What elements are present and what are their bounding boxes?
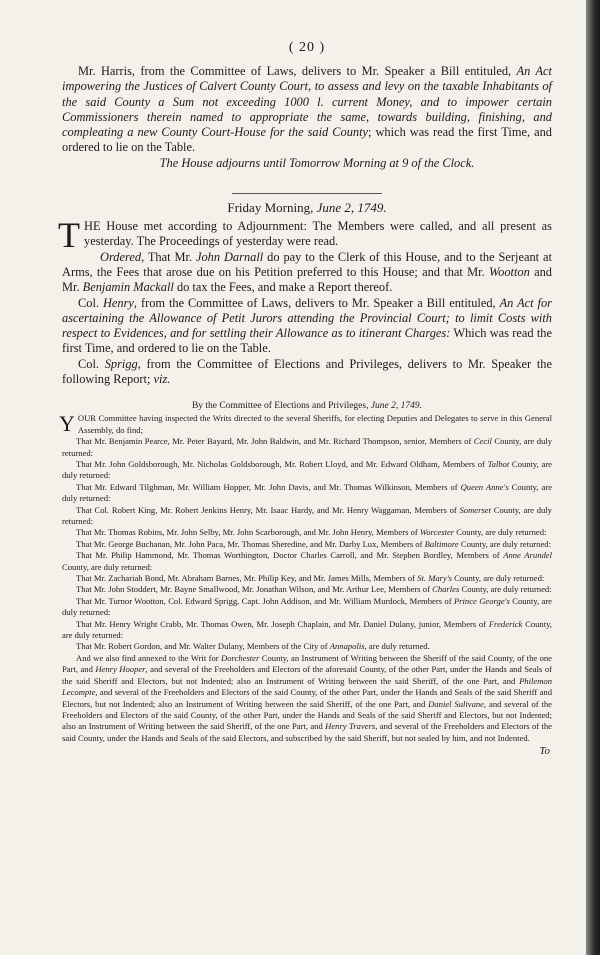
person-name: Henry [102, 295, 134, 310]
county-name: Anne Arundel [503, 550, 552, 561]
county-name: Prince George's [453, 595, 510, 606]
city-name: Annapolis [329, 641, 365, 652]
county-name: Charles [432, 584, 460, 595]
return-tail: County, are duly returned: [62, 481, 553, 504]
member-names: That Mr. Zachariah Bond, Mr. Abraham Barnes, Mr. Philip Key, and Mr. James Mills, Members of [76, 573, 418, 584]
county-return [62, 584, 552, 595]
report-heading [62, 401, 552, 411]
report-heading-date: June 2, 1749. [370, 401, 423, 412]
member-names: That Mr. Philip Hammond, Mr. Thomas Worthington, Doctor Charles Carroll, and Mr. Stephen Bordley, Members of [76, 550, 504, 561]
report-drop-cap: Y [59, 411, 75, 437]
report-heading-prefix: By the Committee of Elections and Privileges, [191, 401, 371, 412]
text: , and several of the Freeholders and Electors of the said County, under the Hands and Seals of the said Electors, and subscribed by the said Sheriff, but not sealed by him, and not Indented. [62, 721, 552, 743]
text: , and several of the Freeholders and Electors of the said County, of the other Part, under the Hands and Seals of the said Sheriff and Electors, but not Indented; also an Instrument of Writing between the said Sheriff, of the one Part, and [62, 687, 552, 709]
dateline-date: June 2, 1749. [316, 200, 387, 216]
county-return [62, 539, 552, 550]
text: do tax the Fees, and make a Report thereof. [173, 280, 393, 295]
text: That Mr. Robert Gordon, and Mr. Walter Dulany, Members of the City of [76, 641, 330, 652]
county-name: Cecil [473, 436, 492, 447]
county-return [62, 459, 552, 482]
county-name: Talbot [487, 458, 510, 469]
return-tail: County, are duly returned: [62, 618, 552, 641]
person-name: Wootton [488, 264, 530, 279]
return-tail: County, are duly returned: [62, 595, 552, 618]
county-return [62, 573, 552, 584]
opening-paragraph [58, 215, 552, 256]
text: ; which was read the first Time, and ordered to lie on the Table. [62, 125, 552, 155]
return-tail: County, are duly returned: [454, 527, 547, 538]
page-edge-shadow [586, 0, 600, 955]
bill-title: An Act impowering the Justices of Calvert County Court, to assess and levy on the taxable Inhabitants of the said County a Sum not exceeding 1000 l. current Money, and to impower certain Commissioners therein named to appropriate the same, towards building, finishing, and compleating a new County Court-House for the said County [62, 64, 552, 140]
text: , are duly returned. [364, 641, 430, 652]
dateline-prefix: Friday Morning, [227, 200, 317, 216]
return-tail: County, are duly returned: [62, 458, 553, 481]
person-name: Daniel Sulivane [428, 698, 484, 709]
text: , from the Committee of Elections and Privileges, delivers to Mr. Speaker the following Report; [62, 356, 552, 387]
county-return [62, 596, 552, 619]
page-number: ( 20 ) [288, 40, 326, 55]
sprigg-report-paragraph [62, 357, 552, 388]
person-name: Sprigg [104, 356, 138, 371]
bill-title: An Act for ascertaining the Allowance of Petit Jurors attending the Provincial Court; to limit Costs with respect to Evidences, and for settling their Allowance as to itinerant Charges: [62, 295, 552, 341]
viz: viz. [153, 372, 171, 387]
drop-cap: T [58, 215, 80, 256]
county-name: Somerset [459, 504, 492, 515]
session-dateline [62, 200, 552, 216]
dorchester-finding [62, 653, 552, 744]
member-names: That Mr. John Stoddert, Mr. Bayne Smallwood, Mr. Jonathan Wilson, and Mr. Arthur Lee, Members of [76, 584, 433, 595]
member-names: That Mr. Thomas Robins, Mr. John Selby, Mr. John Scarborough, and Mr. John Henry, Members of [76, 527, 420, 538]
opening-text: HE House met according to Adjournment: The Members were called, and all present as yesterday. The Proceedings of yesterday were read. [84, 219, 552, 249]
person-name: John Darnall [195, 249, 264, 264]
catchword: To [539, 745, 550, 758]
member-names: That Mr. John Goldsborough, Mr. Nicholas Goldsborough, Mr. Robert Lloyd, and Mr. Edward Oldham, Members of [76, 458, 488, 469]
county-return [62, 550, 552, 573]
person-name: Benjamin Mackall [82, 280, 174, 295]
member-names: That Col. Robert King, Mr. Robert Jenkins Henry, Mr. Isaac Hardy, and Mr. Henry Waggaman, Members of [76, 504, 460, 515]
section-divider [232, 193, 382, 194]
text: , and several of the Freeholders and Electors of the said County, of the other Part, under the Hands and Seals of the said Sheriff and Electors, but not Indented; also an Instrument of Writing between the said Sheriff, of the one Part, and [62, 698, 553, 732]
henry-bill-paragraph [62, 296, 552, 357]
return-tail: County, are duly returned: [452, 573, 545, 584]
county-name: Baltimore [424, 538, 459, 549]
text: and Mr. [62, 264, 552, 295]
text: County, an Instrument of Writing between the Sheriff of the said County, of the one Part, and [62, 652, 552, 675]
text: Which was read the first Time, and ordered to lie on the Table. [62, 326, 553, 356]
text: Col. [78, 295, 103, 310]
member-names: That Mr. Edward Tilghman, Mr. William Hopper, Mr. John Davis, and Mr. Thomas Wilkinson, Members of [76, 481, 461, 492]
text: do pay to the Clerk of this House, and to the Serjeant at Arms, the Fees that arose due on his Petition preferred to this House; and that Mr. [62, 249, 552, 279]
committee-report [59, 411, 553, 744]
return-tail: County, are duly returned: [62, 561, 153, 572]
county-return [62, 527, 552, 538]
county-return [62, 505, 552, 528]
county-return [62, 436, 552, 459]
return-tail: County, are duly returned: [62, 504, 552, 526]
county-name: Dorchester [221, 652, 260, 663]
return-tail: County, are duly returned: [62, 436, 552, 458]
adjournment-line: The House adjourns until Tomorrow Morning at 9 of the Clock. [159, 155, 475, 170]
county-name: Queen Anne's [460, 481, 509, 492]
member-names: That Mr. Benjamin Pearce, Mr. Peter Bayard, Mr. John Baldwin, and Mr. Richard Thompson, senior, Members of [76, 436, 474, 447]
text: , and several of the Freeholders and Electors of the aforesaid County, of the other Part, under the Hands and Seals of the said Sheriff and Electors, but not Indented; also an Instrument of Writing between the said Sheriff, of the one Part, and [62, 664, 552, 686]
person-name: Henry Travers [325, 721, 376, 732]
bill-calvert-paragraph [62, 64, 552, 156]
ordered-paragraph [62, 250, 552, 296]
member-names: That Mr. Turnor Wootton, Col. Edward Sprigg, Capt. John Addison, and Mr. William Murdock, Members of [76, 595, 454, 606]
county-return [62, 619, 552, 642]
text: Col. [78, 356, 105, 371]
text: , That Mr. [141, 249, 196, 264]
member-names: That Mr. George Buchanan, Mr. John Paca, Mr. Thomas Sheredine, and Mr. Darby Lux, Members of [76, 538, 425, 549]
county-name: St. Mary's [417, 573, 453, 584]
county-return [62, 482, 552, 505]
county-name: Worcester [419, 527, 455, 538]
report-intro [59, 411, 552, 437]
return-tail: County, are duly returned: [458, 538, 551, 549]
text: , from the Committee of Laws, delivers to Mr. Speaker a Bill entituled, [133, 295, 500, 310]
return-tail: County, are duly returned: [459, 584, 552, 595]
county-name: Frederick [488, 618, 523, 629]
text: Mr. Harris, from the Committee of Laws, delivers to Mr. Speaker a Bill entituled, [78, 64, 517, 78]
member-names: That Mr. Henry Wright Crabb, Mr. Thomas Owen, Mr. Joseph Chaplain, and Mr. Daniel Dulany, junior, Members of [76, 618, 489, 629]
ordered-word: Ordered [100, 249, 142, 264]
person-name: Henry Hooper [95, 664, 146, 675]
text: And we also find annexed to the Writ for [76, 652, 221, 663]
annapolis-return [62, 641, 552, 652]
person-name: Philemon Lecompte [62, 675, 552, 698]
report-intro-text: OUR Committee having inspected the Writs directed to the several Sheriffs, for electing Deputies and Delegates to serve in this General Assembly, do find; [77, 413, 552, 435]
